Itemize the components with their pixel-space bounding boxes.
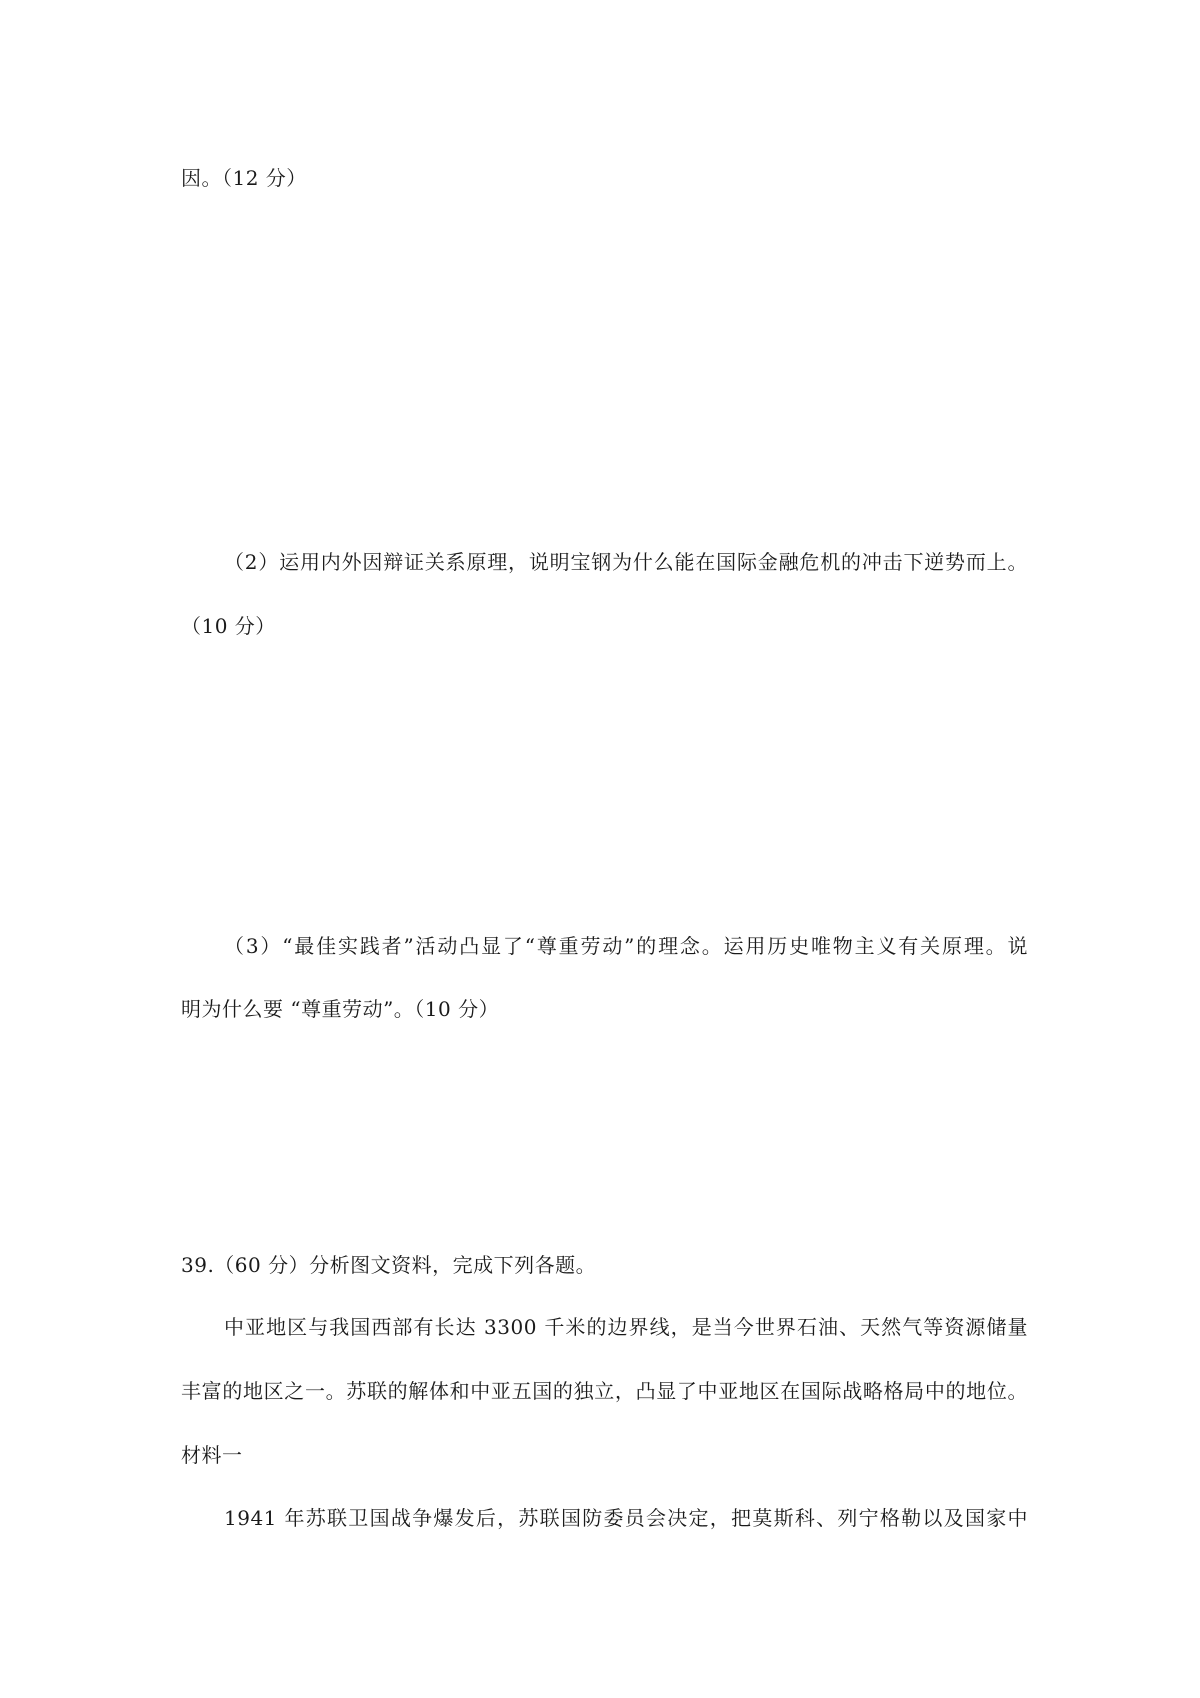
question-3-line-1: （3）“最佳实践者”活动凸显了“尊重劳动”的理念。运用历史唯物主义有关原理。说 xyxy=(224,934,1028,958)
material-1-line-1: 1941 年苏联卫国战争爆发后，苏联国防委员会决定，把莫斯科、列宁格勒以及国家中 xyxy=(224,1506,1028,1530)
question-3-line-2: 明为什么要 “尊重劳动”。（10 分） xyxy=(181,997,500,1021)
question-2-line-1: （2）运用内外因辩证关系原理，说明宝钢为什么能在国际金融危机的冲击下逆势而上。 xyxy=(224,550,1028,574)
intro-paragraph-line-2: 丰富的地区之一。苏联的解体和中亚五国的独立，凸显了中亚地区在国际战略格局中的地位。 xyxy=(181,1379,1028,1403)
question-1-tail: 因。（12 分） xyxy=(181,166,307,190)
intro-paragraph-line-1: 中亚地区与我国西部有长达 3300 千米的边界线，是当今世界石油、天然气等资源储量 xyxy=(224,1315,1028,1339)
question-39-heading: 39.（60 分）分析图文资料，完成下列各题。 xyxy=(181,1253,597,1277)
question-2-line-2: （10 分） xyxy=(181,614,276,638)
material-1-label: 材料一 xyxy=(181,1443,243,1467)
